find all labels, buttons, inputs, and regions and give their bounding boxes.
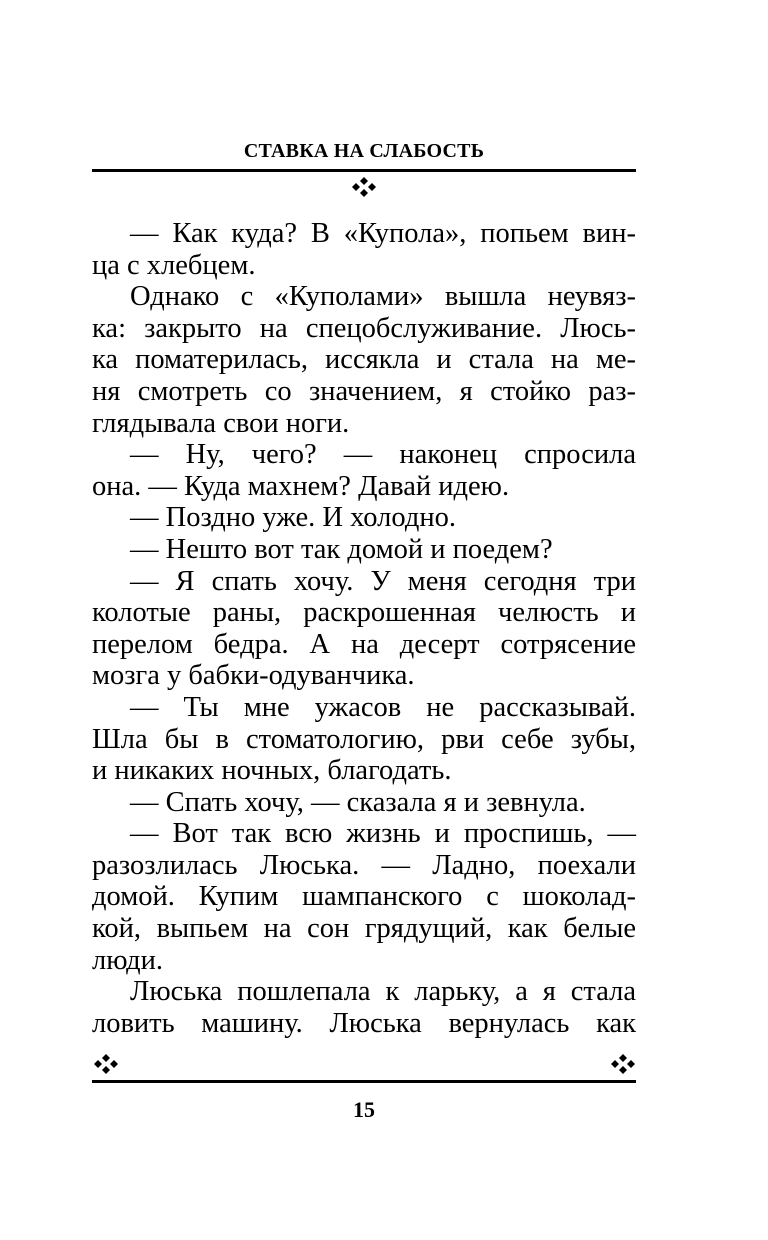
text-line: Люська пошлепала к ларьку, а я стала — [130, 976, 636, 1008]
text-line: Шла бы в стоматологию, рви себе зубы, — [92, 723, 636, 755]
text-line: и никаких ночных, благодать. — [92, 755, 452, 787]
text-line: — Как куда? В «Купола», попьем вин- — [130, 218, 636, 249]
footer-rule — [92, 1080, 636, 1083]
text-line: глядывала свои ноги. — [92, 407, 350, 439]
running-title: СТАВКА НА СЛАБОСТЬ — [243, 140, 485, 162]
text-line: кой, выпьем на сон грядущий, как белые — [92, 913, 636, 945]
text-line: ня смотреть со значением, я стойко раз- — [92, 375, 636, 407]
ornament-icon — [610, 1053, 636, 1075]
text-line: ка: закрыто на спецобслуживание. Люсь- — [92, 312, 636, 344]
text-line: ловить машину. Люська вернулась как — [92, 1007, 636, 1039]
ornament-icon — [93, 1053, 119, 1075]
four-diamond-fleuron-icon — [93, 1053, 119, 1075]
text-line: Однако с «Куполами» вышла неувяз- — [130, 281, 636, 313]
text-line: домой. Купим шампанского с шоколад- — [92, 881, 636, 913]
text-line: ка поматерилась, иссякла и стала на ме- — [92, 344, 636, 376]
text-line: перелом бедра. А на десерт сотрясение — [92, 628, 636, 660]
text-line: — Ты мне ужасов не рассказывай. — [130, 691, 636, 723]
text-line: она. — Куда махнем? Давай идею. — [92, 470, 510, 502]
four-diamond-fleuron-icon — [351, 176, 377, 198]
text-line: — Ну, чего? — наконец спросила — [130, 439, 636, 471]
ornament-icon — [351, 176, 377, 198]
text-line: ца с хлебцем. — [92, 249, 256, 281]
text-line: разозлилась Люська. — Ладно, поехали — [92, 849, 636, 881]
text-line: — Вот так всю жизнь и проспишь, — — [130, 818, 636, 850]
four-diamond-fleuron-icon — [610, 1053, 636, 1075]
text-line: — Я спать хочу. У меня сегодня три — [130, 565, 636, 597]
text-line: — Поздно уже. И холодно. — [130, 502, 456, 534]
text-line: — Нешто вот так домой и поедем? — [130, 533, 553, 565]
text-line: колотые раны, раскрошенная челюсть и — [92, 597, 636, 629]
body-text — [92, 218, 636, 1039]
text-line: — Спать хочу, — сказала я и зевнула. — [130, 786, 586, 818]
page-number: 15 — [353, 1097, 375, 1122]
header-rule — [92, 169, 636, 172]
text-line: мозга у бабки-одуванчика. — [92, 660, 415, 692]
text-line: люди. — [92, 944, 163, 976]
